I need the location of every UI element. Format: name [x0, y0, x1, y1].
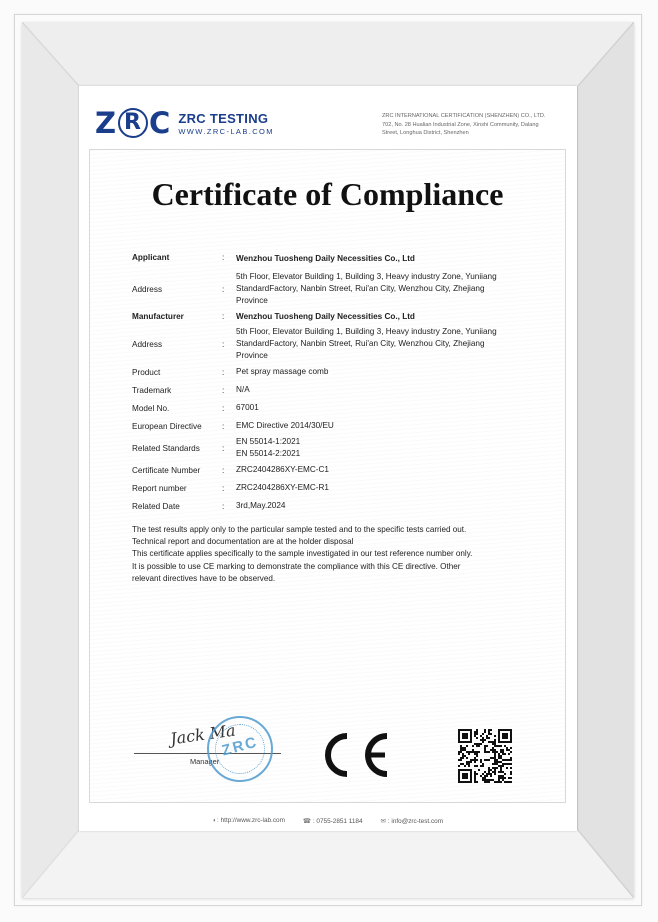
field-separator: : [222, 465, 225, 475]
signature: Jack Ma [168, 720, 237, 749]
field-related-standards [132, 435, 552, 461]
field-separator: : [222, 483, 225, 493]
logo-ring [118, 108, 148, 138]
field-value: EMC Directive 2014/30/EU [236, 421, 334, 430]
field-label: Manufacturer [132, 312, 184, 321]
certificate-paper [79, 86, 577, 831]
certificate-title: Certificate of Compliance [151, 176, 504, 212]
field-value-line: 5th Floor, Elevator Building 1, Building 3, Heavy industry Zone, Yuniiang [236, 272, 497, 281]
logo-letter: C [149, 106, 172, 140]
company-address-line: Street, Longhua District, Shenzhen [382, 130, 469, 137]
field-separator: : [222, 367, 225, 377]
field-label: Related Date [132, 501, 180, 511]
field-product [132, 363, 552, 381]
field-separator: : [222, 443, 225, 453]
field-label: Trademark [132, 385, 172, 395]
qr-code-icon [458, 729, 512, 783]
logo-letter: R [124, 110, 142, 135]
field-value: Wenzhou Tuosheng Daily Necessities Co., Ltd [236, 311, 415, 321]
certificate-panel [89, 149, 566, 803]
note-line: relevant directives have to be observed. [132, 573, 276, 583]
field-report-number [132, 479, 552, 497]
note-line: It is possible to use CE marking to demonstrate the compliance with this CE directive. Other [132, 561, 461, 571]
field-separator: : [222, 403, 225, 413]
field-european-directive [132, 417, 552, 435]
phone-icon: ☎ [302, 818, 311, 825]
field-separator: : [222, 385, 225, 395]
field-label: Address [132, 284, 163, 294]
field-trademark [132, 381, 552, 399]
field-label: Address [132, 339, 163, 349]
field-label: Related Standards [132, 443, 200, 453]
logo-letter: Z [95, 106, 118, 140]
footer-phone [303, 817, 363, 825]
field-separator: : [222, 284, 225, 294]
logo-url: WWW.ZRC-LAB.COM [178, 126, 274, 136]
logo-mark [95, 106, 171, 140]
certificate-footer [79, 817, 577, 825]
field-value: ZRC2404286XY-EMC-C1 [236, 465, 329, 474]
note-line: The test results apply only to the particular sample tested and to the specific tests carried out. [132, 525, 467, 534]
note-line: This certificate applies specifically to the sample investigated in our test reference number only. [132, 549, 473, 559]
company-address [382, 112, 564, 138]
globe-icon: ◐: [212, 817, 219, 824]
field-separator: : [222, 312, 225, 321]
field-label: Report number [132, 483, 187, 493]
field-label: Model No. [132, 403, 170, 413]
field-separator: : [222, 339, 225, 349]
field-value: ZRC2404286XY-EMC-R1 [236, 483, 329, 492]
field-value: 3rd,May.2024 [236, 501, 286, 510]
field-value-line: EN 55014-2:2021 [236, 449, 301, 458]
field-value: Pet spray massage comb [236, 367, 329, 376]
certificate-notes [132, 524, 512, 585]
stamp-text: ZRC [220, 733, 260, 760]
website-link[interactable]: http://www.zrc-lab.com [220, 817, 285, 824]
field-applicant [132, 253, 552, 270]
note-line: Technical report and documentation are at the holder disposal [132, 537, 354, 547]
field-applicant-address [132, 270, 552, 308]
certificate-fields [132, 253, 552, 515]
email-address[interactable]: : info@zrc-test.com [387, 818, 444, 825]
phone-number: : 0755-2851 1184 [312, 818, 363, 825]
field-separator: : [222, 421, 225, 431]
company-address-line: ZRC INTERNATIONAL CERTIFICATION (SHENZHEN) CO., LTD. [382, 113, 546, 119]
field-manufacturer-address [132, 325, 552, 363]
field-value-line: StandardFactory, Nanbin Street, Rui'an City, Wenzhou City, Zhejiang [236, 339, 485, 348]
field-value-line: Province [236, 296, 268, 305]
company-address-line: 702, No. 28 Hualian Industrial Zone, Xinshi Community, Dalang [382, 121, 539, 128]
field-value: N/A [236, 385, 250, 394]
ce-mark-icon [323, 730, 393, 780]
field-related-date [132, 497, 552, 515]
field-label: Product [132, 367, 161, 377]
field-separator: : [222, 253, 225, 262]
field-manufacturer [132, 308, 552, 325]
footer-email [381, 817, 444, 825]
zrc-logo [95, 106, 274, 140]
logo-name: ZRC TESTING [178, 110, 269, 126]
field-value: 67001 [236, 403, 259, 412]
field-model-no [132, 399, 552, 417]
field-label: Certificate Number [132, 465, 201, 475]
field-value: Wenzhou Tuosheng Daily Necessities Co., Ltd [236, 254, 415, 263]
field-certificate-number [132, 461, 552, 479]
field-value-line: Province [236, 351, 268, 360]
field-separator: : [222, 501, 225, 511]
field-label: Applicant [132, 253, 170, 262]
signatory-role: Manager [190, 757, 220, 766]
field-label: European Directive [132, 421, 202, 431]
field-value-line: EN 55014-1:2021 [236, 437, 301, 446]
field-value-line: StandardFactory, Nanbin Street, Rui'an City, Wenzhou City, Zhejiang [236, 284, 485, 293]
field-value-line: 5th Floor, Elevator Building 1, Building 3, Heavy industry Zone, Yuniiang [236, 327, 497, 336]
company-stamp [207, 716, 273, 782]
footer-website [213, 817, 285, 825]
mail-icon: ✉ [380, 818, 386, 825]
